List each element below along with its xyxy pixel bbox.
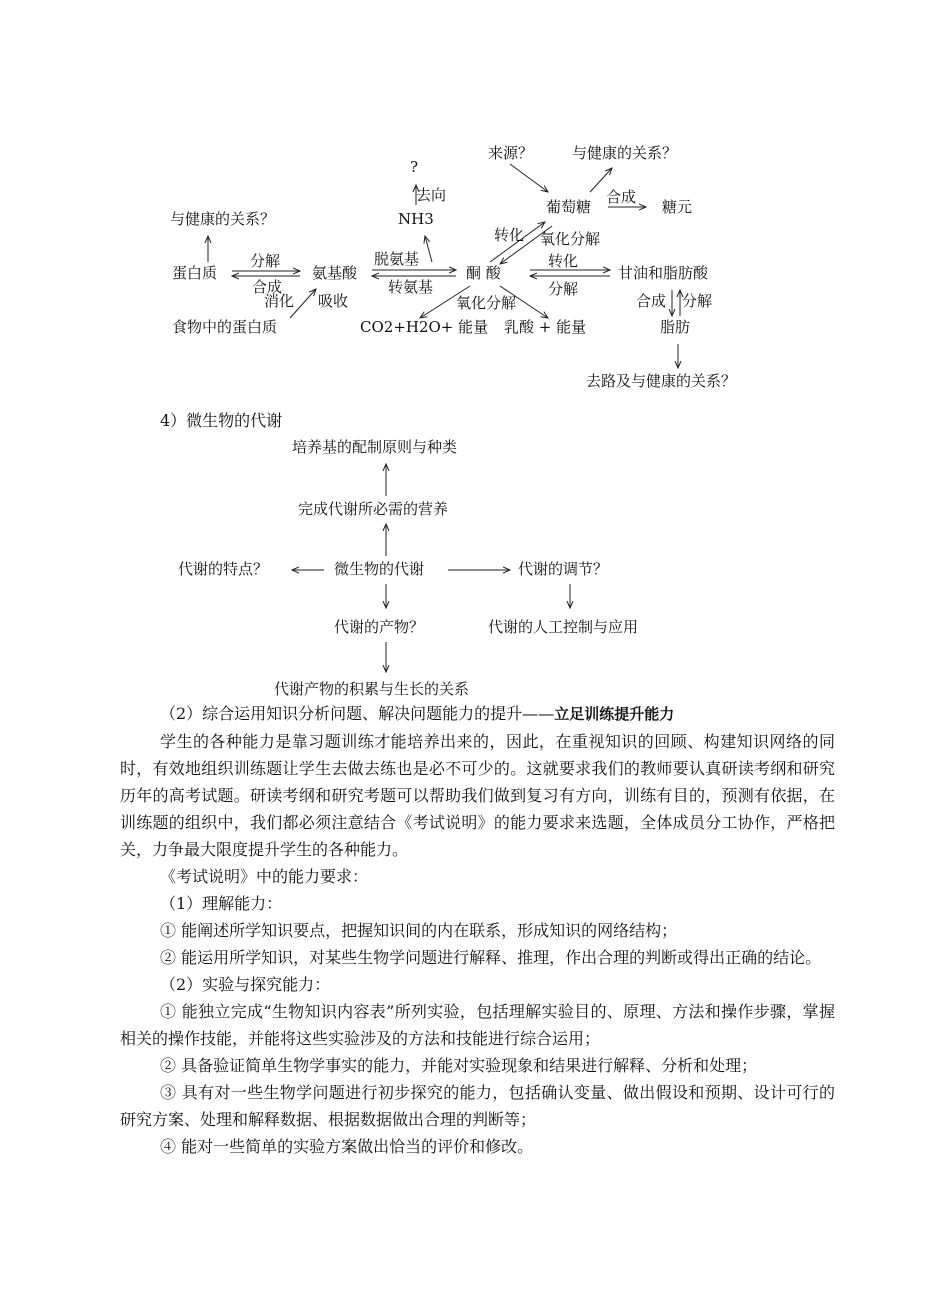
section-title-micro: 4）微生物的代谢	[160, 411, 283, 430]
label-oxidation-bottom: 氧化分解	[456, 294, 517, 312]
label-digestion: 消化	[264, 292, 295, 310]
label-keto-acid: 酮 酸	[466, 264, 501, 282]
label-regulation: 代谢的调节？	[518, 560, 609, 578]
label-food-protein: 食物中的蛋白质	[172, 318, 278, 336]
label-lactic-energy: 乳酸 + 能量	[504, 318, 587, 336]
label-co2-energy: CO2+H2O+ 能量	[360, 318, 489, 336]
label-micro-center: 微生物的代谢	[334, 560, 425, 578]
label-decompose-right: 分解	[548, 280, 579, 298]
label-accumulation: 代谢产物的积累与生长的关系	[274, 680, 470, 698]
heading-bold: 立足训练提升能力	[554, 705, 675, 723]
label-protein-health: 与健康的关系？	[170, 210, 276, 228]
label-nh3: NH3	[398, 210, 434, 228]
body-text	[120, 700, 835, 1160]
item-understanding-2: ② 能运用所学知识，对某些生物学问题进行解释、推理，作出合理的判断或得出正确的结论。	[160, 948, 822, 967]
item-experiment-1: ① 能独立完成“生物知识内容表”所列实验，包括理解实验目的、原理、方法和操作步骤，掌握相关的操作技能，并能将这些实验涉及的方法和技能进行综合运用；	[120, 1002, 835, 1048]
label-amino-acid: 氨基酸	[312, 264, 358, 282]
label-convert-left: 转化	[494, 226, 525, 244]
label-decompose-fat: 分解	[682, 292, 713, 310]
label-glycogen: 糖元	[662, 198, 693, 216]
label-absorption: 吸收	[318, 292, 349, 310]
heading-normal: （2）综合运用知识分析问题、解决问题能力的提升——	[160, 704, 555, 723]
subheading-understanding: （1）理解能力：	[160, 894, 283, 913]
label-fat: 脂肪	[660, 318, 691, 336]
label-nutrition: 完成代谢所必需的营养	[298, 500, 449, 518]
label-features: 代谢的特点？	[178, 560, 269, 578]
item-experiment-4: ④ 能对一些简单的实验方案做出恰当的评价和修改。	[160, 1137, 534, 1156]
label-synthesis-protein: 合成	[252, 278, 283, 296]
label-synthesis-fat: 合成	[636, 292, 667, 310]
label-question: ?	[410, 158, 419, 176]
label-glycerol: 甘油和脂肪酸	[618, 264, 709, 282]
label-synthesis-glycogen: 合成	[606, 188, 637, 206]
label-decompose-protein: 分解	[250, 252, 281, 270]
paragraph-training: 学生的各种能力是靠习题训练才能培养出来的，因此，在重视知识的回顾、构建知识网络的同时，有效地组织训练题让学生去做去练也是必不可少的。这就要求我们的教师要认真研读考纲和研究历年的高考试题。研读考纲和研究考题可以帮助我们做到复习有方向，训练有目的，预测有依据，在训练题的组织中，我们都必须注意结合《考试说明》的能力要求来选题，全体成员分工协作，严格把关，力争最大限度提升学生的各种能力。	[120, 732, 835, 859]
label-destination: 去向	[416, 186, 447, 204]
item-understanding-1: ① 能阐述所学知识要点，把握知识间的内在联系，形成知识的网络结构；	[160, 921, 678, 940]
heading-exam-requirements: 《考试说明》中的能力要求：	[160, 867, 369, 886]
label-products: 代谢的产物？	[334, 618, 425, 636]
label-fat-fate: 去路及与健康的关系？	[586, 372, 737, 390]
label-transamination: 转氨基	[388, 278, 434, 296]
arrow-source-glucose	[510, 164, 548, 192]
label-control: 代谢的人工控制与应用	[488, 618, 639, 636]
subheading-experiment: （2）实验与探究能力：	[160, 975, 331, 994]
arrow-keto-nh3	[425, 236, 432, 262]
item-experiment-3: ③ 具有对一些生物学问题进行初步探究的能力，包括确认变量、做出假设和预期、设计可行的研究方案、处理和解释数据、根据数据做出合理的判断等；	[120, 1083, 835, 1129]
item-experiment-2: ② 具备验证简单生物学事实的能力，并能对实验现象和结果进行解释、分析和处理；	[160, 1056, 758, 1075]
label-convert-right: 转化	[548, 252, 579, 270]
label-medium: 培养基的配制原则与种类	[292, 438, 458, 456]
label-glucose: 葡萄糖	[546, 198, 592, 216]
label-oxidation-top: 氧化分解	[540, 230, 601, 248]
label-protein: 蛋白质	[172, 264, 218, 282]
label-source: 来源？	[488, 144, 534, 162]
heading-ability-improvement	[120, 700, 835, 728]
label-deamination: 脱氨基	[374, 250, 420, 268]
label-glucose-health: 与健康的关系？	[572, 144, 678, 162]
